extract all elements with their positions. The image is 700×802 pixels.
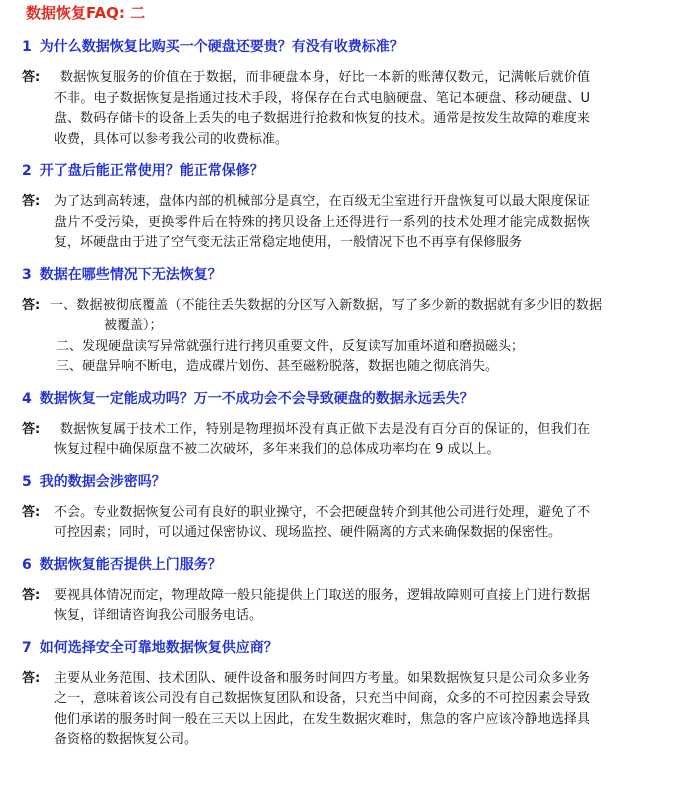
answer-text: 要视具体情况而定，物理故障一般只能提供上门取送的服务，逻辑故障则可直接上门进行数据恢复，详细请咨询我公司服务电话。 <box>54 587 590 623</box>
answer-block <box>22 296 602 378</box>
question-number: 6 <box>22 556 32 573</box>
answer-block <box>22 68 590 150</box>
faq-item-4 <box>22 390 700 461</box>
question-heading <box>22 473 700 491</box>
answer-block <box>22 586 590 627</box>
answer-block <box>22 669 590 751</box>
answer-block <box>22 192 590 254</box>
question-heading <box>22 38 700 56</box>
answer-list-item: 二、发现硬盘读写异常就强行进行拷贝重要文件，反复读写加重坏道和磨损磁头； <box>56 338 525 354</box>
question-text: 我的数据会涉密吗？ <box>39 473 166 490</box>
answer-list-item: 一、数据被彻底覆盖（不能往丢失数据的分区写入新数据，写了多少新的数据就有多少旧的数据被覆盖）； <box>50 297 602 333</box>
question-heading <box>22 266 700 284</box>
faq-item-3 <box>22 266 700 378</box>
answer-block <box>22 503 590 544</box>
question-heading <box>22 639 700 657</box>
question-text: 数据在哪些情况下无法恢复？ <box>39 266 222 283</box>
answer-block <box>22 420 590 461</box>
question-text: 数据恢复能否提供上门服务？ <box>39 556 222 573</box>
question-number: 3 <box>22 266 32 283</box>
question-number: 1 <box>22 39 32 55</box>
page-title: 数据恢复FAQ: 二 <box>26 4 146 22</box>
faq-item-7 <box>22 639 700 751</box>
question-heading <box>22 390 700 408</box>
question-number: 2 <box>22 163 32 179</box>
answer-label: 答: <box>22 587 41 603</box>
question-number: 7 <box>22 639 32 656</box>
question-number: 5 <box>22 473 32 490</box>
answer-label: 答: <box>22 504 41 520</box>
answer-label: 答: <box>22 421 41 437</box>
question-text: 为什么数据恢复比购买一个硬盘还要贵？有没有收费标准？ <box>39 39 404 55</box>
answer-text: 数据恢复属于技术工作，特别是物理损坏没有真正做下去是没有百分百的保证的，但我们在恢复过程中确保原盘不被二次破坏，多年来我们的总体成功率均在 9 成以上。 <box>54 421 590 457</box>
faq-item-5 <box>22 473 700 544</box>
question-text: 开了盘后能正常使用？能正常保修？ <box>39 163 264 179</box>
faq-item-1 <box>22 38 700 150</box>
faq-item-2 <box>22 162 700 254</box>
question-text: 如何选择安全可靠地数据恢复供应商？ <box>39 639 278 656</box>
question-text: 数据恢复一定能成功吗？万一不成功会不会导致硬盘的数据永远丢失？ <box>39 390 474 407</box>
question-number: 4 <box>22 390 32 407</box>
answer-list-item: 三、硬盘异响不断电，造成碟片划伤、甚至磁粉脱落，数据也随之彻底消失。 <box>56 359 499 374</box>
question-heading <box>22 556 700 574</box>
answer-label: 答: <box>22 297 41 313</box>
answer-label: 答: <box>22 194 41 209</box>
answer-text: 主要从业务范围、技术团队、硬件设备和服务时间四方考量。如果数据恢复只是公司众多业务之一，意味着该公司没有自己数据恢复团队和设备，只充当中间商，众多的不可控因素会导致他们承诺的服务时间一般在三天以上因此，在发生数据灾难时，焦急的客户应该冷静地选择具备资格的数据恢复公司。 <box>54 670 590 747</box>
question-heading <box>22 162 700 180</box>
answer-text: 数据恢复服务的价值在于数据，而非硬盘本身，好比一本新的账薄仅数元，记满帐后就价值不非。电子数据恢复是指通过技术手段，将保存在台式电脑硬盘、笔记本硬盘、移动硬盘、U 盘、数码存储卡的设备上丢失的电子数据进行抢救和恢复的技术。通常是按发生故障的难度来收费，具体可以参考我公司的收费标准。 <box>54 70 590 147</box>
answer-text: 为了达到高转速，盘体内部的机械部分是真空，在百级无尘室进行开盘恢复可以最大限度保证盘片不受污染，更换零件后在特殊的拷贝设备上还得进行一系列的技术处理才能完成数据恢复，坏硬盘由于进了空气变无法正常稳定地使用，一般情况下也不再享有保修服务 <box>54 194 590 250</box>
answer-text: 不会。专业数据恢复公司有良好的职业操守，不会把硬盘转介到其他公司进行处理，避免了不可控因素；同时，可以通过保密协议、现场监控、硬件隔离的方式来确保数据的保密性。 <box>54 504 590 540</box>
answer-label: 答: <box>22 70 41 85</box>
answer-list <box>50 296 602 378</box>
faq-item-6 <box>22 556 700 627</box>
answer-label: 答: <box>22 670 41 686</box>
